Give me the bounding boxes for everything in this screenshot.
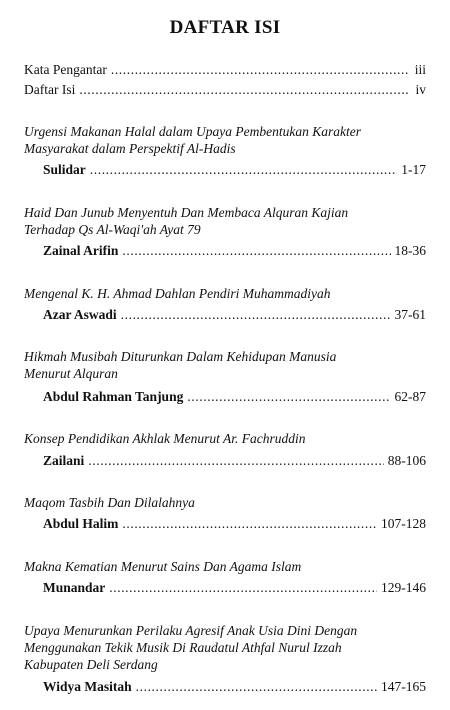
author-name: Widya Masitah xyxy=(43,679,132,694)
author-name: Azar Aswadi xyxy=(43,307,117,322)
page-range: 37-61 xyxy=(394,307,426,322)
toc-entry-daftar-isi xyxy=(24,81,426,98)
toc-entry-page: iv xyxy=(415,82,426,97)
article-title xyxy=(24,348,424,382)
article-title xyxy=(24,430,424,447)
article-author-entry xyxy=(43,515,426,532)
page-range: 129-146 xyxy=(381,580,426,595)
author-name: Munandar xyxy=(43,580,106,595)
dot-leader xyxy=(136,678,377,695)
dot-leader xyxy=(121,306,391,323)
article-title xyxy=(24,558,424,575)
dot-leader xyxy=(122,242,390,259)
article-title-line: Menggunakan Tekik Musik Di Raudatul Athfal Nurul Izzah xyxy=(24,640,342,655)
page-range: 107-128 xyxy=(381,516,426,531)
article-author-entry xyxy=(43,306,426,323)
dot-leader xyxy=(109,579,377,596)
author-name: Sulidar xyxy=(43,162,86,177)
page-range: 147-165 xyxy=(381,679,426,694)
article-author-entry xyxy=(43,678,426,695)
article-title-line: Mengenal K. H. Ahmad Dahlan Pendiri Muhammadiyah xyxy=(24,286,331,301)
article-title xyxy=(24,622,424,673)
article-author-entry xyxy=(43,161,426,178)
article-title xyxy=(24,285,424,302)
article-title-line: Konsep Pendidikan Akhlak Menurut Ar. Fachruddin xyxy=(24,431,306,446)
dot-leader xyxy=(88,452,383,469)
toc-entry-label: Kata Pengantar xyxy=(24,62,107,77)
page-range: 18-36 xyxy=(394,243,426,258)
article-title-line: Urgensi Makanan Halal dalam Upaya Pembentukan Karakter xyxy=(24,124,361,139)
author-name: Abdul Rahman Tanjung xyxy=(43,389,184,404)
toc-entry-kata-pengantar xyxy=(24,61,426,78)
article-author-entry xyxy=(43,579,426,596)
article-title-line: Makna Kematian Menurut Sains Dan Agama Islam xyxy=(24,559,302,574)
article-author-entry xyxy=(43,452,426,469)
toc-entry-label: Daftar Isi xyxy=(24,82,76,97)
dot-leader xyxy=(90,161,397,178)
article-title-line: Masyarakat dalam Perspektif Al-Hadis xyxy=(24,141,236,156)
article-title xyxy=(24,123,424,157)
author-name: Zainal Arifin xyxy=(43,243,119,258)
toc-entry-page: iii xyxy=(414,62,426,77)
article-title xyxy=(24,204,424,238)
author-name: Abdul Halim xyxy=(43,516,119,531)
dot-leader xyxy=(111,61,408,78)
page-range: 1-17 xyxy=(401,162,426,177)
article-title-line: Terhadap Qs Al-Waqi'ah Ayat 79 xyxy=(24,222,201,237)
article-title-line: Upaya Menurunkan Perilaku Agresif Anak Usia Dini Dengan xyxy=(24,623,358,638)
article-title-line: Haid Dan Junub Menyentuh Dan Membaca Alquran Kajian xyxy=(24,205,349,220)
article-title-line: Maqom Tasbih Dan Dilalahnya xyxy=(24,495,195,510)
dot-leader xyxy=(122,515,377,532)
article-author-entry xyxy=(43,388,426,405)
article-title-line: Kabupaten Deli Serdang xyxy=(24,657,158,672)
article-title-line: Hikmah Musibah Diturunkan Dalam Kehidupan Manusia xyxy=(24,349,337,364)
page-title: DAFTAR ISI xyxy=(169,17,281,38)
author-name: Zailani xyxy=(43,453,85,468)
article-title xyxy=(24,494,424,511)
page-range: 62-87 xyxy=(394,389,426,404)
dot-leader xyxy=(187,388,390,405)
article-title-line: Menurut Alquran xyxy=(24,366,118,381)
dot-leader xyxy=(79,81,408,98)
article-author-entry xyxy=(43,242,426,259)
page-range: 88-106 xyxy=(387,453,426,468)
